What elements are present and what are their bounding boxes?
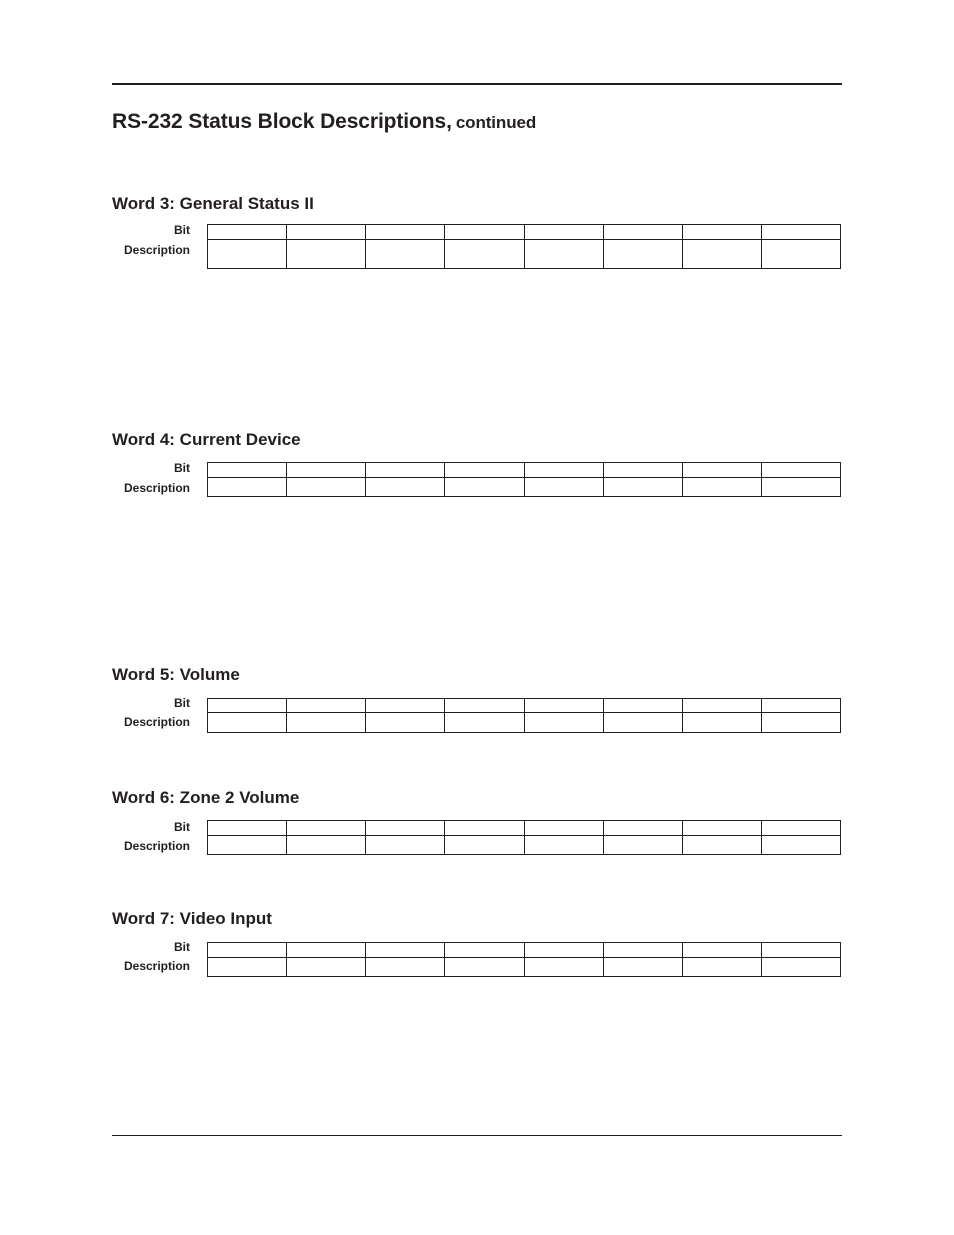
bit-cell [208,943,286,957]
description-cell [286,836,365,854]
description-cell [208,713,286,732]
bit-cell [365,225,444,239]
description-cell [761,240,840,268]
description-cell [444,958,523,976]
bit-cell [286,699,365,712]
bit-cell [524,225,603,239]
bit-cell [682,463,761,477]
description-cell [603,240,682,268]
bit-cell [208,463,286,477]
description-cell [444,240,523,268]
bit-cell [208,821,286,835]
word-6-description-row [208,835,840,854]
bit-cell [603,699,682,712]
word-4-table [207,462,841,497]
bit-cell [524,463,603,477]
bit-cell [682,699,761,712]
description-cell [524,478,603,496]
description-cell [444,836,523,854]
word-7-bit-row [208,943,840,957]
word-3-description-row [208,239,840,268]
description-cell [603,713,682,732]
description-cell [682,478,761,496]
word-7-description-row [208,957,840,976]
bit-cell [365,943,444,957]
word-3-heading: Word 3: General Status II [112,194,314,213]
bit-cell [603,943,682,957]
description-cell [524,240,603,268]
word-5-description-row [208,712,840,732]
bit-cell [524,821,603,835]
description-cell [682,240,761,268]
bit-cell [761,463,840,477]
description-cell [208,240,286,268]
bit-cell [603,821,682,835]
bit-cell [365,821,444,835]
description-cell [286,958,365,976]
description-cell [365,836,444,854]
word-4-bit-row [208,463,840,477]
word-4-bit-label: Bit [174,461,190,475]
bit-cell [761,943,840,957]
bit-cell [524,699,603,712]
word-4-description-row [208,477,840,496]
bit-cell [524,943,603,957]
description-cell [761,713,840,732]
description-cell [524,958,603,976]
word-6-description-label: Description [123,839,190,853]
word-4-heading: Word 4: Current Device [112,430,301,449]
page-title [112,110,536,134]
bit-cell [761,821,840,835]
bit-cell [208,699,286,712]
bit-cell [444,463,523,477]
bit-cell [444,699,523,712]
bit-cell [444,821,523,835]
description-cell [761,478,840,496]
description-cell [286,478,365,496]
word-7-heading: Word 7: Video Input [112,909,272,928]
bit-cell [365,463,444,477]
word-5-bit-label: Bit [174,696,190,710]
description-cell [208,836,286,854]
word-3-table [207,224,841,269]
description-cell [444,478,523,496]
bit-cell [208,225,286,239]
description-cell [524,836,603,854]
bit-cell [444,943,523,957]
description-cell [365,240,444,268]
bit-cell [286,821,365,835]
word-7-bit-label: Bit [174,940,190,954]
description-cell [603,836,682,854]
description-cell [682,958,761,976]
description-cell [603,478,682,496]
bit-cell [682,943,761,957]
word-3-description-label: Description [123,243,190,257]
bit-cell [286,225,365,239]
bottom-rule [112,1135,842,1136]
description-cell [444,713,523,732]
bit-cell [682,821,761,835]
word-4-description-label: Description [123,481,190,495]
description-cell [365,958,444,976]
bit-cell [603,225,682,239]
word-5-table [207,698,841,733]
word-6-bit-row [208,821,840,835]
word-5-description-label: Description [123,715,190,729]
word-7-table [207,942,841,977]
description-cell [365,713,444,732]
description-cell [208,958,286,976]
word-7-description-label: Description [123,959,190,973]
word-3-bit-row [208,225,840,239]
description-cell [208,478,286,496]
page-title-text: RS-232 Status Block Descriptions, [112,110,452,133]
bit-cell [286,943,365,957]
description-cell [761,958,840,976]
bit-cell [286,463,365,477]
bit-cell [365,699,444,712]
top-rule [112,83,842,85]
description-cell [365,478,444,496]
bit-cell [682,225,761,239]
page-title-suffix: continued [455,113,537,132]
word-3-bit-label: Bit [174,223,190,237]
bit-cell [761,699,840,712]
description-cell [682,713,761,732]
word-6-bit-label: Bit [174,820,190,834]
bit-cell [761,225,840,239]
description-cell [682,836,761,854]
word-5-bit-row [208,699,840,712]
bit-cell [603,463,682,477]
description-cell [286,240,365,268]
description-cell [761,836,840,854]
word-6-table [207,820,841,855]
word-5-heading: Word 5: Volume [112,665,240,684]
bit-cell [444,225,523,239]
description-cell [286,713,365,732]
word-6-heading: Word 6: Zone 2 Volume [112,788,300,807]
description-cell [603,958,682,976]
description-cell [524,713,603,732]
